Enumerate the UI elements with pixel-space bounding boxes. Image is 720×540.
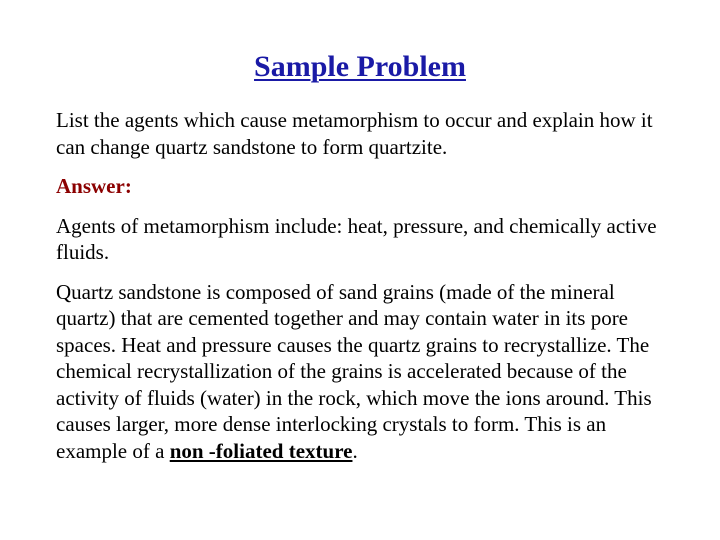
non-foliated-texture-term: non -foliated texture [169, 438, 353, 463]
explanation-end: . [352, 438, 358, 463]
slide-title [0, 50, 720, 84]
answer-paragraph-explanation [56, 279, 676, 465]
answer-label: Answer: [56, 174, 132, 198]
explanation-text: Quartz sandstone is composed of sand grains (made of the mineral quartz) that are cemented together and may contain water in its pore spaces. Heat and pressure causes the quartz grains to recrystallize. The chemical recrystallization of the grains is accelerated because of the activity of fluids (water) in the rock, which move the ions around. This causes larger, more dense interlocking crystals to form. This is an example of a [56, 279, 652, 463]
answer-paragraph-agents: Agents of metamorphism include: heat, pressure, and chemically active fluids. [56, 213, 657, 264]
question-text: List the agents which cause metamorphism to occur and explain how it can change quartz sandstone to form quartzite. [56, 108, 653, 159]
slide-body [56, 107, 676, 477]
slide-title-text: Sample Problem [254, 50, 466, 83]
